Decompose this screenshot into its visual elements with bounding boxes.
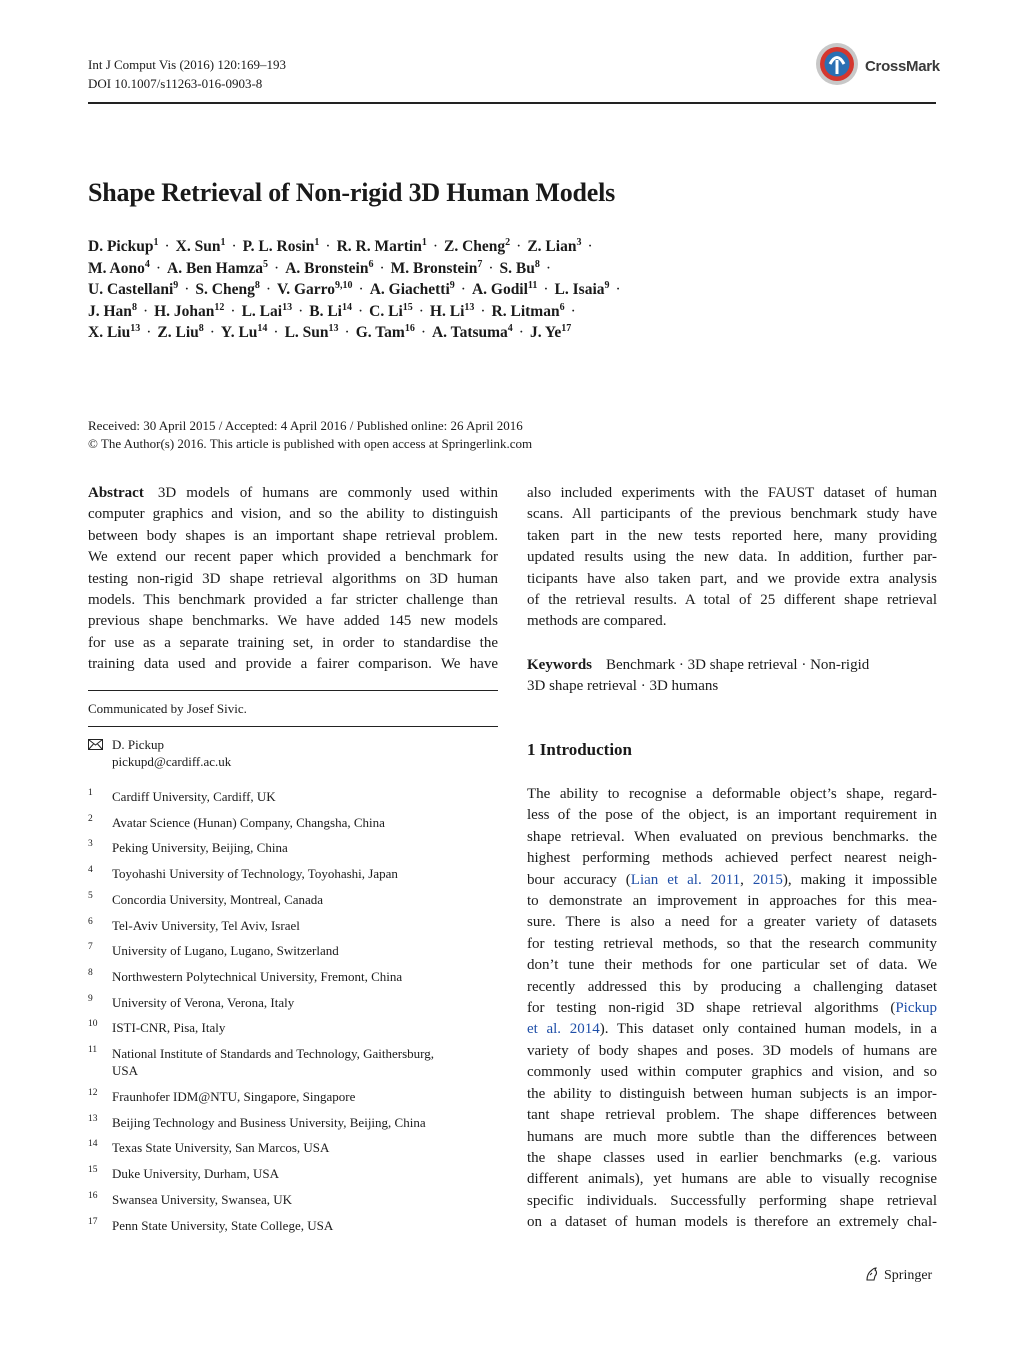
author-name: R. Litman — [491, 302, 560, 320]
author-line — [88, 236, 936, 258]
dates-line: Received: 30 April 2015 / Accepted: 4 April 2016 / Published online: 26 April 2016 — [88, 418, 523, 433]
author-affiliation-marker: 13 — [282, 301, 293, 313]
author-affiliation-marker: 8 — [131, 301, 137, 313]
introduction-body — [527, 784, 937, 1234]
springer-horse-icon — [864, 1266, 880, 1282]
publisher-logo — [864, 1266, 932, 1284]
intro-line: specific individuals. Successfully performing shape retrieval — [527, 1192, 937, 1209]
affiliation-number: 4 — [88, 865, 93, 876]
paper-title: Shape Retrieval of Non-rigid 3D Human Models — [88, 178, 616, 207]
correspondence-name: D. Pickup — [112, 737, 164, 752]
author-affiliation-marker: 7 — [477, 258, 483, 270]
affiliation-text: Avatar Science (Hunan) Company, Changsha, China — [112, 814, 385, 830]
author-name: A. Tatsuma — [431, 324, 508, 341]
author-name: J. Han — [88, 302, 132, 320]
abstract-line: methods are compared. — [527, 613, 667, 630]
author-affiliation-marker: 4 — [507, 322, 513, 334]
affiliation-text: Swansea University, Swansea, UK — [112, 1191, 293, 1207]
author-separator: · — [420, 324, 426, 341]
author-affiliation-marker: 13 — [130, 322, 141, 334]
envelope-icon — [88, 739, 103, 750]
intro-line: humans are much more subtle than the differences between — [527, 1128, 937, 1145]
affiliation-text: Penn State University, State College, USA — [112, 1217, 334, 1233]
affiliation-number: 6 — [88, 916, 93, 927]
affiliation-number: 7 — [88, 942, 93, 953]
author-affiliation-marker: 13 — [464, 301, 475, 313]
affiliation-text: University of Lugano, Lugano, Switzerland — [112, 943, 339, 959]
author-affiliation-marker: 1 — [314, 236, 320, 248]
author-name: Z. Cheng — [444, 238, 506, 255]
author-name: L. Isaia — [554, 281, 605, 298]
author-affiliation-marker: 1 — [153, 236, 159, 248]
citation-link[interactable]: 2015 — [752, 871, 783, 888]
citation-link[interactable]: Lian et al. 2011 — [630, 871, 741, 888]
author-affiliation-marker: 6 — [559, 301, 565, 313]
abstract-line: previous shape benchmarks. We have added 145 new models — [88, 613, 498, 630]
affiliation-text: Tel-Aviv University, Tel Aviv, Israel — [112, 917, 300, 933]
author-name: S. Bu — [499, 259, 535, 277]
affiliation-text: University of Verona, Verona, Italy — [112, 994, 295, 1010]
author-affiliation-marker: 8 — [254, 279, 260, 291]
author-name: Y. Lu — [220, 324, 258, 341]
author-name: H. Li — [429, 302, 465, 320]
intro-line: The ability to recognise a deformable object’s shape, regard- — [527, 786, 937, 802]
abstract-left — [88, 483, 498, 676]
affiliation-text: Beijing Technology and Business University, Beijing, China — [112, 1114, 426, 1130]
author-separator: · — [209, 324, 215, 341]
intro-line: for testing non-rigid 3D shape retrieval algorithms (Pickup — [527, 1000, 937, 1017]
intro-line: variety of body shapes and poses. 3D models of humans are — [527, 1042, 937, 1059]
author-separator: · — [298, 302, 304, 320]
author-name: Z. Liu — [157, 324, 199, 341]
affiliation-text: Duke University, Durham, USA — [112, 1166, 280, 1182]
author-name: V. Garro — [277, 281, 336, 298]
author-separator: · — [543, 281, 549, 298]
keywords-label: Keywords — [527, 657, 592, 673]
journal-reference: Int J Comput Vis (2016) 120:169–193 — [88, 57, 286, 72]
author-separator: · — [344, 324, 350, 341]
abstract-line: training data used and provide a fairer comparison. We have — [88, 656, 498, 673]
author-affiliation-marker: 9,10 — [335, 279, 353, 291]
abstract-line: Abstract 3D models of humans are commonly used within — [88, 485, 498, 501]
communicated-rule — [88, 726, 498, 727]
author-affiliation-marker: 3 — [576, 236, 582, 248]
author-name: A. Ben Hamza — [167, 259, 264, 277]
author-affiliation-marker: 9 — [604, 279, 610, 291]
author-affiliation-marker: 5 — [263, 258, 269, 270]
abstract-label: Abstract — [88, 485, 144, 501]
author-name: S. Cheng — [195, 281, 255, 298]
author-separator: · — [587, 238, 593, 255]
abstract-line: testing non-rigid 3D shape retrieval algorithms on 3D human — [88, 570, 498, 587]
intro-line: recently addressed this by producing a challenging dataset — [527, 978, 937, 995]
intro-line: sure. There is also a need for a greater variety of datasets — [527, 914, 937, 931]
affiliation-number: 15 — [88, 1165, 98, 1176]
citation-link[interactable]: Pickup — [895, 1000, 937, 1017]
author-name: L. Sun — [284, 324, 329, 341]
intro-line: don’t tune their methods for one particular set of data. We — [527, 957, 937, 974]
affiliation-number: 16 — [88, 1190, 98, 1201]
author-separator: · — [379, 259, 385, 277]
correspondence-email[interactable]: pickupd@cardiff.ac.uk — [112, 754, 232, 769]
abstract-line: for use as a separate training set, in order to standardise the — [88, 634, 498, 651]
publisher-name: Springer — [884, 1268, 933, 1283]
author-name: H. Johan — [154, 302, 215, 320]
affiliation-number: 8 — [88, 967, 93, 978]
abstract-line: computer graphics and vision, and so the ability to distinguish — [88, 506, 498, 523]
author-name: C. Li — [369, 302, 403, 320]
intro-line: shape retrieval. When evaluated on previous benchmarks. the — [527, 828, 937, 845]
communicated-by: Communicated by Josef Sivic. — [88, 701, 247, 716]
author-name: G. Tam — [355, 324, 405, 341]
affiliation-text: Toyohashi University of Technology, Toyohashi, Japan — [112, 866, 398, 882]
author-separator: · — [516, 238, 522, 255]
doi[interactable]: DOI 10.1007/s11263-016-0903-8 — [88, 76, 263, 91]
affiliation-number: 3 — [88, 839, 93, 850]
author-separator: · — [615, 281, 621, 298]
author-line — [88, 301, 936, 323]
author-separator: · — [231, 238, 237, 255]
author-affiliation-marker: 12 — [214, 301, 225, 313]
author-name: L. Lai — [241, 302, 283, 320]
publication-dates — [88, 417, 532, 453]
abstract-line: of the retrieval results. A total of 25 different shape retrieval — [527, 592, 937, 609]
author-affiliation-marker: 16 — [404, 322, 415, 334]
affiliation-number: 11 — [88, 1045, 98, 1055]
intro-line: tant shape retrieval problem. The shape differences between — [527, 1107, 937, 1124]
author-line — [88, 322, 936, 344]
affiliation-number: 17 — [88, 1216, 98, 1227]
intro-line: on a dataset of human models is therefore an extremely chal- — [527, 1214, 937, 1231]
journal-citation — [88, 55, 286, 93]
author-name: X. Sun — [175, 238, 221, 255]
author-affiliation-marker: 17 — [561, 322, 572, 334]
author-separator: · — [518, 324, 524, 341]
abstract-right — [527, 483, 937, 633]
affiliation-number: 12 — [88, 1088, 98, 1098]
author-affiliation-marker: 9 — [449, 279, 455, 291]
author-separator: · — [274, 259, 280, 277]
author-name: J. Ye — [529, 324, 562, 341]
author-line — [88, 279, 936, 301]
author-affiliation-marker: 14 — [257, 322, 268, 334]
author-name: B. Li — [309, 302, 342, 320]
crossmark-icon — [815, 42, 859, 86]
author-name: P. L. Rosin — [242, 238, 315, 255]
abstract-line: between body shapes is an important shape retrieval problem. — [88, 527, 498, 544]
author-separator: · — [164, 238, 170, 255]
author-separator: · — [230, 302, 236, 320]
intro-line: highest performing methods achieved perfect nearest neigh- — [527, 850, 937, 867]
section-heading-introduction: 1 Introduction — [527, 740, 633, 759]
intro-line: to demonstrate an improvement in approaches for this mea- — [527, 893, 937, 910]
author-list — [88, 236, 936, 344]
author-separator: · — [142, 302, 149, 320]
affiliation-text: National Institute of Standards and Technology, Gaithersburg, USA — [112, 1046, 434, 1078]
affiliation-number: 13 — [88, 1113, 98, 1124]
author-separator: · — [265, 281, 272, 298]
author-separator: · — [480, 302, 486, 320]
intro-line: bour accuracy (Lian et al. 2011, 2015), making it impossible — [527, 871, 938, 888]
author-separator: · — [545, 259, 552, 277]
author-name: U. Castellani — [88, 281, 174, 298]
author-separator: · — [432, 238, 439, 255]
correspondence — [88, 736, 498, 770]
affiliation-text: Peking University, Beijing, China — [112, 840, 288, 856]
affiliation-text: Cardiff University, Cardiff, UK — [112, 789, 276, 804]
affiliation-text: Concordia University, Montreal, Canada — [112, 891, 324, 907]
author-name: A. Bronstein — [285, 259, 369, 277]
affiliation-number: 2 — [88, 813, 93, 824]
intro-line: different animals), yet humans are able to visually recognise — [527, 1171, 937, 1188]
author-separator: · — [184, 281, 190, 298]
author-affiliation-marker: 11 — [527, 279, 538, 291]
keywords — [527, 655, 937, 698]
author-separator: · — [357, 302, 364, 320]
abstract-line: updated results using the new data. In addition, further par- — [527, 549, 937, 566]
intro-line: for testing retrieval methods, so that the research community — [527, 935, 937, 952]
author-affiliation-marker: 8 — [198, 322, 204, 334]
author-name: R. R. Martin — [336, 238, 422, 255]
intro-line: less of the pose of the object, is an important requirement in — [527, 807, 937, 824]
abstract-line: models. This benchmark provided a far stricter challenge than — [88, 592, 498, 609]
author-name: A. Giachetti — [369, 281, 450, 298]
crossmark-badge[interactable] — [815, 42, 940, 90]
author-name: Z. Lian — [527, 238, 577, 255]
author-separator: · — [358, 281, 364, 298]
intro-line: commonly used within computer graphics and vision, and so — [527, 1064, 937, 1081]
abstract-footer-rule — [88, 690, 498, 691]
affiliation-number: 14 — [88, 1139, 98, 1150]
author-line — [88, 258, 936, 280]
author-name: M. Aono — [88, 259, 145, 277]
author-separator: · — [418, 302, 424, 320]
keywords-line: Benchmark · 3D shape retrieval · Non-rigid — [606, 657, 870, 673]
abstract-line: also included experiments with the FAUST dataset of human — [527, 485, 937, 501]
abstract-line: ticipants have also taken part, and we provide extra analysis — [527, 570, 937, 587]
affiliation-text: Texas State University, San Marcos, USA — [112, 1140, 330, 1156]
author-affiliation-marker: 6 — [368, 258, 374, 270]
author-affiliation-marker: 14 — [341, 301, 352, 313]
citation-link[interactable]: et al. 2014 — [527, 1021, 600, 1038]
author-name: X. Liu — [88, 324, 131, 341]
affiliation-text: ISTI-CNR, Pisa, Italy — [112, 1020, 226, 1036]
intro-line: the ability to distinguish between human subjects is an impor- — [527, 1085, 937, 1102]
author-separator: · — [570, 302, 576, 320]
abstract-line: scans. All participants of the previous benchmark study have — [527, 506, 937, 523]
author-separator: · — [460, 281, 466, 298]
abstract-line: taken part in the new tests reported here, many providing — [527, 527, 937, 544]
affiliation-number: 9 — [88, 993, 93, 1004]
author-separator: · — [488, 259, 494, 277]
author-affiliation-marker: 4 — [144, 258, 150, 270]
author-affiliation-marker: 2 — [505, 236, 511, 248]
author-name: M. Bronstein — [390, 259, 478, 277]
author-separator: · — [155, 259, 162, 277]
author-affiliation-marker: 8 — [534, 258, 540, 270]
author-affiliation-marker: 9 — [173, 279, 179, 291]
abstract-line: We extend our recent paper which provided a benchmark for — [88, 549, 498, 566]
author-separator: · — [273, 324, 279, 341]
intro-line: et al. 2014). This dataset only contained human models, in a — [527, 1021, 938, 1038]
author-name: D. Pickup — [88, 238, 154, 255]
author-affiliation-marker: 15 — [402, 301, 413, 313]
affiliation-number: 5 — [88, 890, 93, 901]
intro-line: the shape classes used in earlier benchmarks (e.g. various — [527, 1149, 937, 1166]
author-affiliation-marker: 1 — [220, 236, 226, 248]
keywords-line: 3D shape retrieval · 3D humans — [527, 678, 719, 695]
author-affiliation-marker: 13 — [328, 322, 339, 334]
copyright-line: © The Author(s) 2016. This article is published with open access at Springerlink.com — [88, 436, 533, 451]
crossmark-label: CrossMark — [865, 58, 940, 75]
author-separator: · — [146, 324, 152, 341]
affiliation-number: 1 — [88, 788, 93, 798]
affiliation-text: Fraunhofer IDM@NTU, Singapore, Singapore — [112, 1089, 356, 1104]
author-separator: · — [325, 238, 331, 255]
header-rule — [88, 102, 936, 104]
affiliation-text: Northwestern Polytechnical University, Fremont, China — [112, 968, 403, 984]
affiliation-number: 10 — [88, 1019, 98, 1030]
author-affiliation-marker: 1 — [421, 236, 427, 248]
author-name: A. Godil — [471, 281, 528, 298]
